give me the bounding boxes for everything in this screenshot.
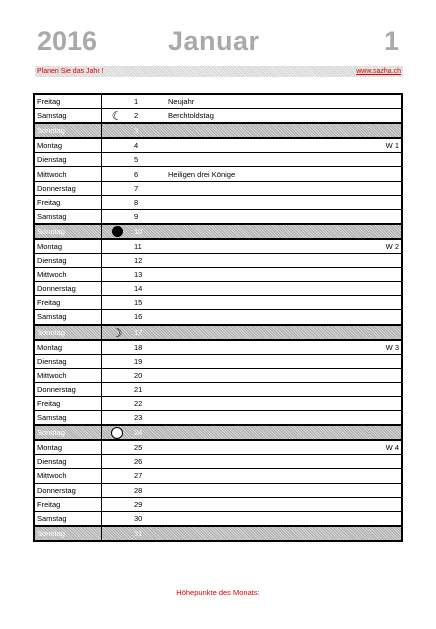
weekday-cell: Sonntag: [34, 526, 102, 541]
week-number-cell: W 2: [369, 239, 402, 254]
date-cell: 29: [132, 497, 158, 511]
month-number: 1: [384, 26, 400, 56]
moon-phase-cell: [102, 282, 133, 296]
calendar-row: [34, 268, 402, 282]
calendar-row: [34, 411, 402, 426]
week-number-cell: [369, 94, 402, 109]
note-cell: [158, 138, 369, 153]
note-cell: [158, 368, 369, 382]
date-cell: 31: [132, 526, 158, 541]
moon-phase-cell: [102, 153, 133, 167]
week-number-cell: [369, 497, 402, 511]
moon-phase-cell: [102, 310, 133, 325]
weekday-cell: Donnerstag: [34, 483, 102, 497]
weekday-cell: Montag: [34, 138, 102, 153]
note-cell: [158, 153, 369, 167]
moon-phase-cell: [102, 94, 133, 109]
calendar-row: [34, 296, 402, 310]
date-cell: 7: [132, 181, 158, 195]
week-number-cell: [369, 268, 402, 282]
week-number-cell: [369, 296, 402, 310]
weekday-cell: Dienstag: [34, 354, 102, 368]
note-cell: [158, 181, 369, 195]
date-cell: 11: [132, 239, 158, 254]
weekday-cell: Sonntag: [34, 123, 102, 138]
note-cell: Berchtoldstag: [158, 109, 369, 124]
week-number-cell: [369, 153, 402, 167]
date-cell: 23: [132, 411, 158, 426]
calendar-row: [34, 340, 402, 355]
weekday-cell: Freitag: [34, 195, 102, 209]
calendar-row: [34, 368, 402, 382]
calendar-row: [34, 195, 402, 209]
weekday-cell: Freitag: [34, 396, 102, 410]
weekday-cell: Mittwoch: [34, 368, 102, 382]
weekday-cell: Montag: [34, 239, 102, 254]
week-number-cell: [369, 181, 402, 195]
note-cell: [158, 469, 369, 483]
week-number-cell: [369, 396, 402, 410]
note-cell: [158, 483, 369, 497]
week-number-cell: [369, 354, 402, 368]
date-cell: 22: [132, 396, 158, 410]
week-number-cell: [369, 368, 402, 382]
note-cell: [158, 224, 369, 239]
weekday-cell: Sonntag: [34, 425, 102, 440]
weekday-cell: Freitag: [34, 497, 102, 511]
note-cell: [158, 282, 369, 296]
moon-phase-cell: [102, 440, 133, 455]
week-number-cell: [369, 483, 402, 497]
week-number-cell: [369, 109, 402, 124]
week-number-cell: [369, 310, 402, 325]
calendar-row-sunday: [34, 123, 402, 138]
note-cell: [158, 440, 369, 455]
week-number-cell: [369, 425, 402, 440]
weekday-cell: Donnerstag: [34, 181, 102, 195]
calendar-row: [34, 138, 402, 153]
calendar-row: [34, 109, 402, 124]
moon-phase-cell: [102, 425, 133, 440]
note-cell: [158, 382, 369, 396]
note-cell: Heiligen drei Könige: [158, 167, 369, 181]
week-number-cell: [369, 526, 402, 541]
date-cell: 30: [132, 511, 158, 526]
weekday-cell: Samstag: [34, 511, 102, 526]
note-cell: [158, 310, 369, 325]
weekday-cell: Freitag: [34, 94, 102, 109]
week-number-cell: [369, 254, 402, 268]
week-number-cell: W 1: [369, 138, 402, 153]
first-quarter-moon-icon: ☽: [111, 325, 123, 340]
week-number-cell: [369, 209, 402, 224]
date-cell: 20: [132, 368, 158, 382]
moon-phase-cell: [102, 411, 133, 426]
calendar-row-sunday: [34, 526, 402, 541]
last-quarter-moon-icon: ☾: [111, 109, 123, 124]
weekday-cell: Montag: [34, 440, 102, 455]
calendar-row: [34, 455, 402, 469]
week-number-cell: [369, 382, 402, 396]
week-number-cell: [369, 224, 402, 239]
calendar-row: [34, 167, 402, 181]
moon-phase-cell: [102, 396, 133, 410]
moon-phase-cell: [102, 109, 133, 124]
month-title: Januar: [168, 26, 260, 56]
weekday-cell: Montag: [34, 340, 102, 355]
moon-phase-cell: [102, 469, 133, 483]
note-cell: [158, 296, 369, 310]
weekday-cell: Mittwoch: [34, 167, 102, 181]
date-cell: 8: [132, 195, 158, 209]
calendar-row: [34, 239, 402, 254]
note-cell: [158, 425, 369, 440]
date-cell: 2: [132, 109, 158, 124]
weekday-cell: Donnerstag: [34, 382, 102, 396]
moon-phase-cell: [102, 296, 133, 310]
moon-phase-cell: [102, 224, 133, 239]
weekday-cell: Mittwoch: [34, 469, 102, 483]
date-cell: 21: [132, 382, 158, 396]
week-number-cell: W 4: [369, 440, 402, 455]
calendar-row: [34, 94, 402, 109]
calendar-row-sunday: [34, 224, 402, 239]
moon-phase-cell: [102, 138, 133, 153]
calendar-row: [34, 440, 402, 455]
week-number-cell: [369, 411, 402, 426]
date-cell: 1: [132, 94, 158, 109]
weekday-cell: Samstag: [34, 109, 102, 124]
weekday-cell: Mittwoch: [34, 268, 102, 282]
note-cell: Neujahr: [158, 94, 369, 109]
date-cell: 26: [132, 455, 158, 469]
calendar-table: [33, 93, 403, 542]
date-cell: 17: [132, 325, 158, 340]
moon-phase-cell: [102, 340, 133, 355]
note-cell: [158, 526, 369, 541]
weekday-cell: Samstag: [34, 310, 102, 325]
calendar-row: [34, 354, 402, 368]
date-cell: 24: [132, 425, 158, 440]
moon-phase-cell: [102, 497, 133, 511]
moon-phase-cell: [102, 382, 133, 396]
moon-phase-cell: [102, 181, 133, 195]
note-cell: [158, 354, 369, 368]
calendar-row: [34, 511, 402, 526]
calendar-row: [34, 382, 402, 396]
moon-phase-cell: [102, 511, 133, 526]
weekday-cell: Freitag: [34, 296, 102, 310]
week-number-cell: [369, 455, 402, 469]
weekday-cell: Dienstag: [34, 455, 102, 469]
website-link[interactable]: www.sazha.ch: [356, 68, 401, 75]
date-cell: 4: [132, 138, 158, 153]
calendar-row-sunday: [34, 425, 402, 440]
week-number-cell: [369, 325, 402, 340]
moon-phase-cell: [102, 195, 133, 209]
weekday-cell: Sonntag: [34, 224, 102, 239]
date-cell: 9: [132, 209, 158, 224]
note-cell: [158, 123, 369, 138]
calendar-row: [34, 254, 402, 268]
moon-phase-cell: [102, 268, 133, 282]
week-number-cell: [369, 195, 402, 209]
note-cell: [158, 268, 369, 282]
calendar-row: [34, 181, 402, 195]
date-cell: 6: [132, 167, 158, 181]
week-number-cell: [369, 167, 402, 181]
note-cell: [158, 325, 369, 340]
date-cell: 13: [132, 268, 158, 282]
new-moon-icon: [112, 226, 123, 237]
note-cell: [158, 497, 369, 511]
date-cell: 3: [132, 123, 158, 138]
calendar-row: [34, 469, 402, 483]
calendar-row-sunday: [34, 325, 402, 340]
moon-phase-cell: [102, 455, 133, 469]
moon-phase-cell: [102, 354, 133, 368]
date-cell: 25: [132, 440, 158, 455]
moon-phase-cell: [102, 209, 133, 224]
note-cell: [158, 195, 369, 209]
weekday-cell: Samstag: [34, 411, 102, 426]
calendar-row: [34, 209, 402, 224]
full-moon-icon: [111, 427, 123, 439]
weekday-cell: Donnerstag: [34, 282, 102, 296]
date-cell: 15: [132, 296, 158, 310]
note-cell: [158, 239, 369, 254]
date-cell: 10: [132, 224, 158, 239]
moon-phase-cell: [102, 368, 133, 382]
note-cell: [158, 511, 369, 526]
date-cell: 27: [132, 469, 158, 483]
moon-phase-cell: [102, 167, 133, 181]
note-cell: [158, 209, 369, 224]
date-cell: 12: [132, 254, 158, 268]
year-title: 2016: [37, 26, 98, 56]
footer-highlights-label: Höhepunkte des Monats:: [176, 588, 260, 597]
weekday-cell: Sonntag: [34, 325, 102, 340]
plan-text: Planen Sie das Jahr !: [37, 68, 104, 75]
note-cell: [158, 396, 369, 410]
info-band: [35, 66, 403, 77]
weekday-cell: Dienstag: [34, 153, 102, 167]
calendar-row: [34, 483, 402, 497]
date-cell: 14: [132, 282, 158, 296]
calendar-row: [34, 282, 402, 296]
moon-phase-cell: [102, 483, 133, 497]
weekday-cell: Dienstag: [34, 254, 102, 268]
week-number-cell: W 3: [369, 340, 402, 355]
calendar-row: [34, 497, 402, 511]
note-cell: [158, 455, 369, 469]
note-cell: [158, 340, 369, 355]
weekday-cell: Samstag: [34, 209, 102, 224]
date-cell: 16: [132, 310, 158, 325]
calendar-row: [34, 310, 402, 325]
moon-phase-cell: [102, 239, 133, 254]
moon-phase-cell: [102, 526, 133, 541]
calendar-row: [34, 153, 402, 167]
week-number-cell: [369, 469, 402, 483]
moon-phase-cell: [102, 123, 133, 138]
note-cell: [158, 254, 369, 268]
week-number-cell: [369, 282, 402, 296]
calendar-row: [34, 396, 402, 410]
date-cell: 5: [132, 153, 158, 167]
date-cell: 28: [132, 483, 158, 497]
date-cell: 18: [132, 340, 158, 355]
note-cell: [158, 411, 369, 426]
moon-phase-cell: [102, 254, 133, 268]
week-number-cell: [369, 511, 402, 526]
week-number-cell: [369, 123, 402, 138]
date-cell: 19: [132, 354, 158, 368]
moon-phase-cell: [102, 325, 133, 340]
